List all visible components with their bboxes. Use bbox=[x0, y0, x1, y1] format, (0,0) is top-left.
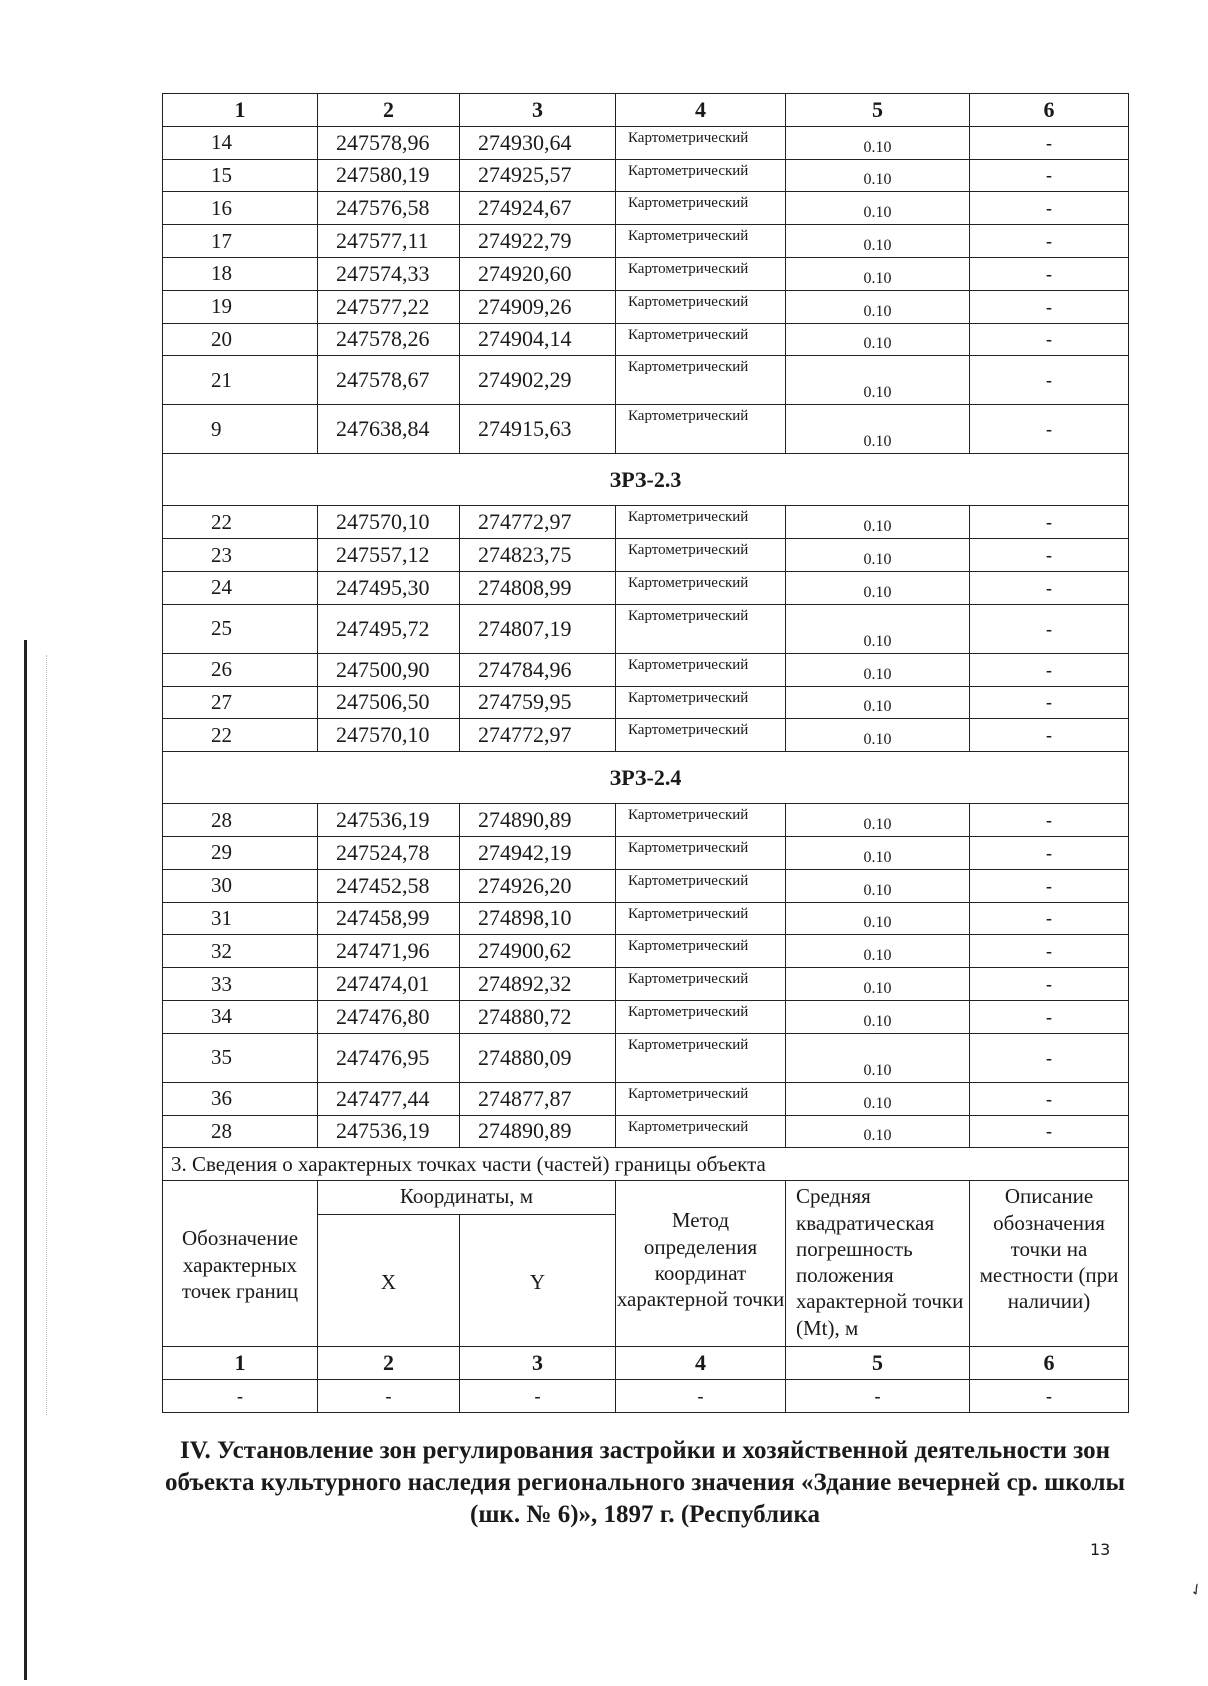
table-row bbox=[163, 686, 1129, 719]
method-cell: Картометрический bbox=[616, 225, 786, 258]
zone-title: ЗРЗ-2.4 bbox=[163, 752, 1129, 804]
table-row bbox=[163, 719, 1129, 752]
description-cell: - bbox=[970, 804, 1129, 837]
error-cell: 0.10 bbox=[786, 539, 970, 572]
method-cell: Картометрический bbox=[616, 869, 786, 902]
section-number-row bbox=[163, 1347, 1129, 1380]
point-number: 19 bbox=[163, 290, 318, 323]
error-cell: 0.10 bbox=[786, 719, 970, 752]
error-cell: 0.10 bbox=[786, 571, 970, 604]
y-coordinate: 274904,14 bbox=[460, 323, 616, 356]
description-cell: - bbox=[970, 836, 1129, 869]
y-coordinate: 274909,26 bbox=[460, 290, 616, 323]
method-cell: Картометрический bbox=[616, 539, 786, 572]
error-cell: 0.10 bbox=[786, 323, 970, 356]
column-number: 6 bbox=[970, 1347, 1129, 1380]
x-coordinate: 247476,80 bbox=[318, 1000, 460, 1033]
error-cell: 0.10 bbox=[786, 1115, 970, 1148]
y-coordinate: 274877,87 bbox=[460, 1082, 616, 1115]
point-number: 35 bbox=[163, 1033, 318, 1082]
x-coordinate: 247638,84 bbox=[318, 405, 460, 454]
method-cell: Картометрический bbox=[616, 935, 786, 968]
x-coordinate: 247580,19 bbox=[318, 159, 460, 192]
section-empty-row bbox=[163, 1380, 1129, 1413]
description-cell: - bbox=[970, 225, 1129, 258]
scan-noise bbox=[46, 655, 48, 1415]
header-description: Описание обозначения точки на местности (при наличии) bbox=[970, 1181, 1129, 1347]
table-row bbox=[163, 604, 1129, 653]
x-coordinate: 247506,50 bbox=[318, 686, 460, 719]
error-cell: 0.10 bbox=[786, 804, 970, 837]
x-coordinate: 247557,12 bbox=[318, 539, 460, 572]
error-cell: 0.10 bbox=[786, 356, 970, 405]
y-coordinate: 274880,09 bbox=[460, 1033, 616, 1082]
point-number: 25 bbox=[163, 604, 318, 653]
method-cell: Картометрический bbox=[616, 1082, 786, 1115]
point-number: 22 bbox=[163, 719, 318, 752]
point-number: 36 bbox=[163, 1082, 318, 1115]
column-number: 4 bbox=[616, 94, 786, 127]
y-coordinate: 274772,97 bbox=[460, 506, 616, 539]
point-number: 15 bbox=[163, 159, 318, 192]
y-coordinate: 274920,60 bbox=[460, 257, 616, 290]
y-coordinate: 274898,10 bbox=[460, 902, 616, 935]
section-title-row bbox=[163, 1148, 1129, 1181]
error-cell: 0.10 bbox=[786, 1082, 970, 1115]
error-cell: 0.10 bbox=[786, 225, 970, 258]
x-coordinate: 247577,22 bbox=[318, 290, 460, 323]
error-cell: 0.10 bbox=[786, 604, 970, 653]
header-error: Средняя квадратическая погрешность положения характерной точки (Mt), м bbox=[786, 1181, 970, 1347]
error-cell: 0.10 bbox=[786, 1033, 970, 1082]
method-cell: Картометрический bbox=[616, 257, 786, 290]
description-cell: - bbox=[970, 323, 1129, 356]
page-number: 13 bbox=[1090, 1540, 1111, 1559]
scan-mark: ✓ bbox=[1186, 1579, 1208, 1602]
description-cell: - bbox=[970, 869, 1129, 902]
table-row bbox=[163, 571, 1129, 604]
y-coordinate: 274930,64 bbox=[460, 126, 616, 159]
x-coordinate: 247574,33 bbox=[318, 257, 460, 290]
column-number: 4 bbox=[616, 1347, 786, 1380]
table-row bbox=[163, 159, 1129, 192]
x-coordinate: 247576,58 bbox=[318, 192, 460, 225]
description-cell: - bbox=[970, 405, 1129, 454]
column-number-row bbox=[163, 94, 1129, 127]
y-coordinate: 274915,63 bbox=[460, 405, 616, 454]
point-number: 28 bbox=[163, 804, 318, 837]
section-title: 3. Сведения о характерных точках части (частей) границы объекта bbox=[163, 1148, 1129, 1181]
table-row bbox=[163, 323, 1129, 356]
error-cell: 0.10 bbox=[786, 836, 970, 869]
table-row bbox=[163, 968, 1129, 1001]
y-coordinate: 274823,75 bbox=[460, 539, 616, 572]
x-coordinate: 247570,10 bbox=[318, 506, 460, 539]
x-coordinate: 247495,72 bbox=[318, 604, 460, 653]
method-cell: Картометрический bbox=[616, 968, 786, 1001]
table-row bbox=[163, 192, 1129, 225]
column-number: 3 bbox=[460, 1347, 616, 1380]
point-number: 17 bbox=[163, 225, 318, 258]
section-header-row bbox=[163, 1181, 1129, 1215]
method-cell: Картометрический bbox=[616, 653, 786, 686]
error-cell: 0.10 bbox=[786, 968, 970, 1001]
x-coordinate: 247578,96 bbox=[318, 126, 460, 159]
description-cell: - bbox=[970, 356, 1129, 405]
method-cell: Картометрический bbox=[616, 686, 786, 719]
y-coordinate: 274772,97 bbox=[460, 719, 616, 752]
error-cell: 0.10 bbox=[786, 159, 970, 192]
x-coordinate: 247524,78 bbox=[318, 836, 460, 869]
description-cell: - bbox=[970, 935, 1129, 968]
coordinates-table-body bbox=[163, 94, 1129, 1413]
column-number: 1 bbox=[163, 1347, 318, 1380]
description-cell: - bbox=[970, 653, 1129, 686]
description-cell: - bbox=[970, 902, 1129, 935]
method-cell: Картометрический bbox=[616, 192, 786, 225]
point-number: 27 bbox=[163, 686, 318, 719]
description-cell: - bbox=[970, 290, 1129, 323]
header-y: Y bbox=[460, 1215, 616, 1347]
method-cell: Картометрический bbox=[616, 126, 786, 159]
section-heading: IV. Установление зон регулирования застройки и хозяйственной деятельности зон объекта культурного наследия регионального значения «Здание вечерней ср. школы (шк. № 6)», 1897 г. (Республика bbox=[164, 1437, 1126, 1528]
y-coordinate: 274880,72 bbox=[460, 1000, 616, 1033]
error-cell: 0.10 bbox=[786, 653, 970, 686]
method-cell: Картометрический bbox=[616, 159, 786, 192]
point-number: 14 bbox=[163, 126, 318, 159]
method-cell: Картометрический bbox=[616, 1000, 786, 1033]
x-coordinate: 247578,26 bbox=[318, 323, 460, 356]
error-cell: 0.10 bbox=[786, 405, 970, 454]
point-number: 30 bbox=[163, 869, 318, 902]
y-coordinate: 274759,95 bbox=[460, 686, 616, 719]
point-number: 9 bbox=[163, 405, 318, 454]
header-method: Метод определения координат характерной точки bbox=[616, 1181, 786, 1347]
zone-title: ЗРЗ-2.3 bbox=[163, 454, 1129, 506]
description-cell: - bbox=[970, 192, 1129, 225]
x-coordinate: 247458,99 bbox=[318, 902, 460, 935]
table-row bbox=[163, 653, 1129, 686]
table-row bbox=[163, 126, 1129, 159]
method-cell: Картометрический bbox=[616, 836, 786, 869]
table-row bbox=[163, 869, 1129, 902]
table-row bbox=[163, 804, 1129, 837]
point-number: 33 bbox=[163, 968, 318, 1001]
point-number: 32 bbox=[163, 935, 318, 968]
zone-title-row bbox=[163, 752, 1129, 804]
x-coordinate: 247495,30 bbox=[318, 571, 460, 604]
table-cell: - bbox=[786, 1380, 970, 1413]
method-cell: Картометрический bbox=[616, 506, 786, 539]
error-cell: 0.10 bbox=[786, 869, 970, 902]
header-point-designation: Обозначение характерных точек границ bbox=[163, 1181, 318, 1347]
error-cell: 0.10 bbox=[786, 935, 970, 968]
description-cell: - bbox=[970, 968, 1129, 1001]
method-cell: Картометрический bbox=[616, 1115, 786, 1148]
description-cell: - bbox=[970, 686, 1129, 719]
description-cell: - bbox=[970, 604, 1129, 653]
x-coordinate: 247577,11 bbox=[318, 225, 460, 258]
table-row bbox=[163, 1115, 1129, 1148]
scan-edge-line bbox=[24, 640, 27, 1680]
point-number: 34 bbox=[163, 1000, 318, 1033]
table-row bbox=[163, 1082, 1129, 1115]
y-coordinate: 274924,67 bbox=[460, 192, 616, 225]
y-coordinate: 274922,79 bbox=[460, 225, 616, 258]
point-number: 20 bbox=[163, 323, 318, 356]
error-cell: 0.10 bbox=[786, 1000, 970, 1033]
y-coordinate: 274926,20 bbox=[460, 869, 616, 902]
description-cell: - bbox=[970, 539, 1129, 572]
error-cell: 0.10 bbox=[786, 126, 970, 159]
table-row bbox=[163, 225, 1129, 258]
description-cell: - bbox=[970, 1115, 1129, 1148]
column-number: 6 bbox=[970, 94, 1129, 127]
point-number: 24 bbox=[163, 571, 318, 604]
error-cell: 0.10 bbox=[786, 902, 970, 935]
error-cell: 0.10 bbox=[786, 506, 970, 539]
x-coordinate: 247570,10 bbox=[318, 719, 460, 752]
y-coordinate: 274942,19 bbox=[460, 836, 616, 869]
description-cell: - bbox=[970, 159, 1129, 192]
table-row bbox=[163, 902, 1129, 935]
header-coordinates: Координаты, м bbox=[318, 1181, 616, 1215]
y-coordinate: 274900,62 bbox=[460, 935, 616, 968]
table-cell: - bbox=[616, 1380, 786, 1413]
y-coordinate: 274890,89 bbox=[460, 1115, 616, 1148]
method-cell: Картометрический bbox=[616, 356, 786, 405]
table-cell: - bbox=[970, 1380, 1129, 1413]
point-number: 22 bbox=[163, 506, 318, 539]
column-number: 5 bbox=[786, 94, 970, 127]
table-cell: - bbox=[460, 1380, 616, 1413]
method-cell: Картометрический bbox=[616, 902, 786, 935]
method-cell: Картометрический bbox=[616, 290, 786, 323]
method-cell: Картометрический bbox=[616, 604, 786, 653]
x-coordinate: 247476,95 bbox=[318, 1033, 460, 1082]
table-cell: - bbox=[318, 1380, 460, 1413]
method-cell: Картометрический bbox=[616, 719, 786, 752]
table-row bbox=[163, 1033, 1129, 1082]
x-coordinate: 247536,19 bbox=[318, 1115, 460, 1148]
description-cell: - bbox=[970, 126, 1129, 159]
point-number: 16 bbox=[163, 192, 318, 225]
y-coordinate: 274808,99 bbox=[460, 571, 616, 604]
point-number: 26 bbox=[163, 653, 318, 686]
method-cell: Картометрический bbox=[616, 405, 786, 454]
method-cell: Картометрический bbox=[616, 804, 786, 837]
x-coordinate: 247474,01 bbox=[318, 968, 460, 1001]
error-cell: 0.10 bbox=[786, 290, 970, 323]
description-cell: - bbox=[970, 719, 1129, 752]
method-cell: Картометрический bbox=[616, 323, 786, 356]
error-cell: 0.10 bbox=[786, 192, 970, 225]
header-x: X bbox=[318, 1215, 460, 1347]
error-cell: 0.10 bbox=[786, 686, 970, 719]
table-cell: - bbox=[163, 1380, 318, 1413]
description-cell: - bbox=[970, 1033, 1129, 1082]
column-number: 2 bbox=[318, 94, 460, 127]
zone-title-row bbox=[163, 454, 1129, 506]
description-cell: - bbox=[970, 1000, 1129, 1033]
x-coordinate: 247477,44 bbox=[318, 1082, 460, 1115]
table-row bbox=[163, 1000, 1129, 1033]
x-coordinate: 247452,58 bbox=[318, 869, 460, 902]
table-row bbox=[163, 405, 1129, 454]
point-number: 28 bbox=[163, 1115, 318, 1148]
table-row bbox=[163, 356, 1129, 405]
table-row bbox=[163, 257, 1129, 290]
description-cell: - bbox=[970, 571, 1129, 604]
y-coordinate: 274925,57 bbox=[460, 159, 616, 192]
table-row bbox=[163, 539, 1129, 572]
table-row bbox=[163, 836, 1129, 869]
y-coordinate: 274784,96 bbox=[460, 653, 616, 686]
method-cell: Картометрический bbox=[616, 571, 786, 604]
table-row bbox=[163, 290, 1129, 323]
description-cell: - bbox=[970, 257, 1129, 290]
point-number: 18 bbox=[163, 257, 318, 290]
point-number: 29 bbox=[163, 836, 318, 869]
x-coordinate: 247500,90 bbox=[318, 653, 460, 686]
y-coordinate: 274807,19 bbox=[460, 604, 616, 653]
column-number: 2 bbox=[318, 1347, 460, 1380]
method-cell: Картометрический bbox=[616, 1033, 786, 1082]
table-row bbox=[163, 935, 1129, 968]
error-cell: 0.10 bbox=[786, 257, 970, 290]
x-coordinate: 247536,19 bbox=[318, 804, 460, 837]
point-number: 21 bbox=[163, 356, 318, 405]
x-coordinate: 247578,67 bbox=[318, 356, 460, 405]
table-row bbox=[163, 506, 1129, 539]
description-cell: - bbox=[970, 1082, 1129, 1115]
column-number: 5 bbox=[786, 1347, 970, 1380]
y-coordinate: 274890,89 bbox=[460, 804, 616, 837]
point-number: 31 bbox=[163, 902, 318, 935]
description-cell: - bbox=[970, 506, 1129, 539]
coordinates-table bbox=[162, 93, 1129, 1413]
y-coordinate: 274892,32 bbox=[460, 968, 616, 1001]
x-coordinate: 247471,96 bbox=[318, 935, 460, 968]
point-number: 23 bbox=[163, 539, 318, 572]
column-number: 3 bbox=[460, 94, 616, 127]
column-number: 1 bbox=[163, 94, 318, 127]
y-coordinate: 274902,29 bbox=[460, 356, 616, 405]
